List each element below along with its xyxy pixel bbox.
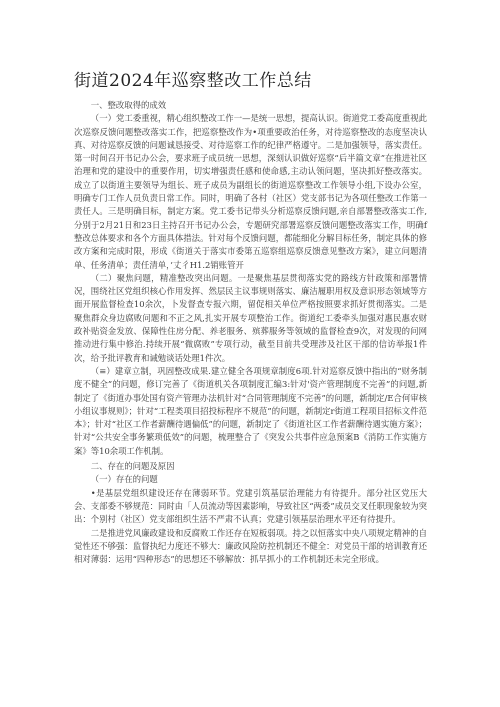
body-paragraph: （二）聚焦问题，精准整改突出问题。一是聚焦基层贯彻落实党的路线方针政策和部署情况，围绕社区党组织核心作用发挥、然层民主议事规则落实、廉洁履职用权及意识形态领域等方面开展监督检查10余次，卜发督查专报六期，留促相关单位严格按照要求抓好贯彻落实。二是聚焦群众身边腐败问题和不正之风,扎实开展专项整治工作。街道纪工委牵头加强对惠民惠农财政补贴资金发放、保障性住房分配、养老服务、殡葬服务等领域的监督检查9次，对发现的问网推动进行集中修治.持续开展“微腐败”专项行动，截至目前共受理涉及社区干部的信访举报1件次，给予批评教育和诫勉谈话处理1件次。 [74, 272, 427, 363]
document-body [74, 97, 427, 566]
section-heading: 二、存在的问题及原因 [90, 461, 175, 472]
body-paragraph: •是基层党组织建设还存在薄弱环节。党建引筑基层治理能力有待提升。部分社区党压大会、支部委不够规范：同时由「人员流动等因素影响，导致社区“两委”成员交叉任职现象较为突出：个别村（社区）党支部组织生活不严肃不认真；党建引领基层治理水平还有待提升。 [74, 487, 427, 525]
document-title: 街道2024年巡察整改工作总结 [74, 71, 312, 91]
body-paragraph: （一）存在的问题 [90, 474, 158, 485]
body-paragraph: （≡）建章立制，巩固整改成果.建立健全各项规章制度6项.针对巡察反馈中指出的“财务制度不健全”的问题，修订完善了《街道机关各项制度汇编3:针对'资产管理制度不完善”的问题,新制定了《街道办事处国有资产管理办法机针对“合同管理制度不完善”的问题，新制定/E合何审核小组议事规则》；针对“工程类项目招投标程序不规范”的问题，新制定r街道工程项目招标文件范本》；针对“社区工作者薪酬待遇偏低”的问题，新制定了《街道社区工作者薪酬待遇实施方案》；针对“公共安全事务繁琐低效”的问题，梳理整合了《突发公共事件应急预案B《消防工作实施方案》等10余项工作机制。 [74, 365, 427, 456]
body-paragraph: （一）党工委重视，精心组织整改工作一—是统一思想，提高认识。街道党工委高度重视此次巡察反馈问题整改落实工作，把巡察整改作为•项重要政治任务，对待巡察整改的态度坚决认真、对待巡察反馈的问题诚恳接受、对待巡察工作的纪律严格遵守。二是加强领导，落实责任。第一时间召开书记办公会，要求班子成员统一思想，深刻认识做好巡察“后半篇文章”在推进社区治理和党的建设中的重要作用，切实增强责任感和使命感,主动认领问题，坚决抓好整改落实。成立了以街道主要领导为组长、班子成员为副组长的街道巡察整改工作领导小组,下设办公室，明确专门工作人员负责日常工作。同时，明确了各村（社区）党支部书记为各项任整改工作第一责任人。三是明确目标，制定方案。党工委书记带头分析巡察反馈问题,亲自部署整改落实工作,分别于2月21日和23日主持召开书记办公会，专题研究部署巡察反馈问题整改落实工作，明确f整改总体要求和各个方面具体措法。针对每个反馈问题，都能细化分解目标任务，制定具体的修改方案和完成时限，形成《街道关于落实市委第五巡察组巡察反馈意见整改方案》，建立问题清单、任务清单；责任清单，’丈彳H1.2销账管开 [74, 113, 427, 270]
body-paragraph: 二是推进党风廉政建设和反腐败工作还存在短板弱项。持之以恒落实中央八项规定精神的自觉性还不够强：监督执纪力度还不够大：廉政风险防控机制还不健全：对党员干部的培训教育还相对薄弱：运用“四种形态”的思想还不够解放：抓早抓小的工作机制还未完全形成。 [74, 527, 427, 565]
section-heading: 一、整改取得的成效 [90, 100, 167, 110]
